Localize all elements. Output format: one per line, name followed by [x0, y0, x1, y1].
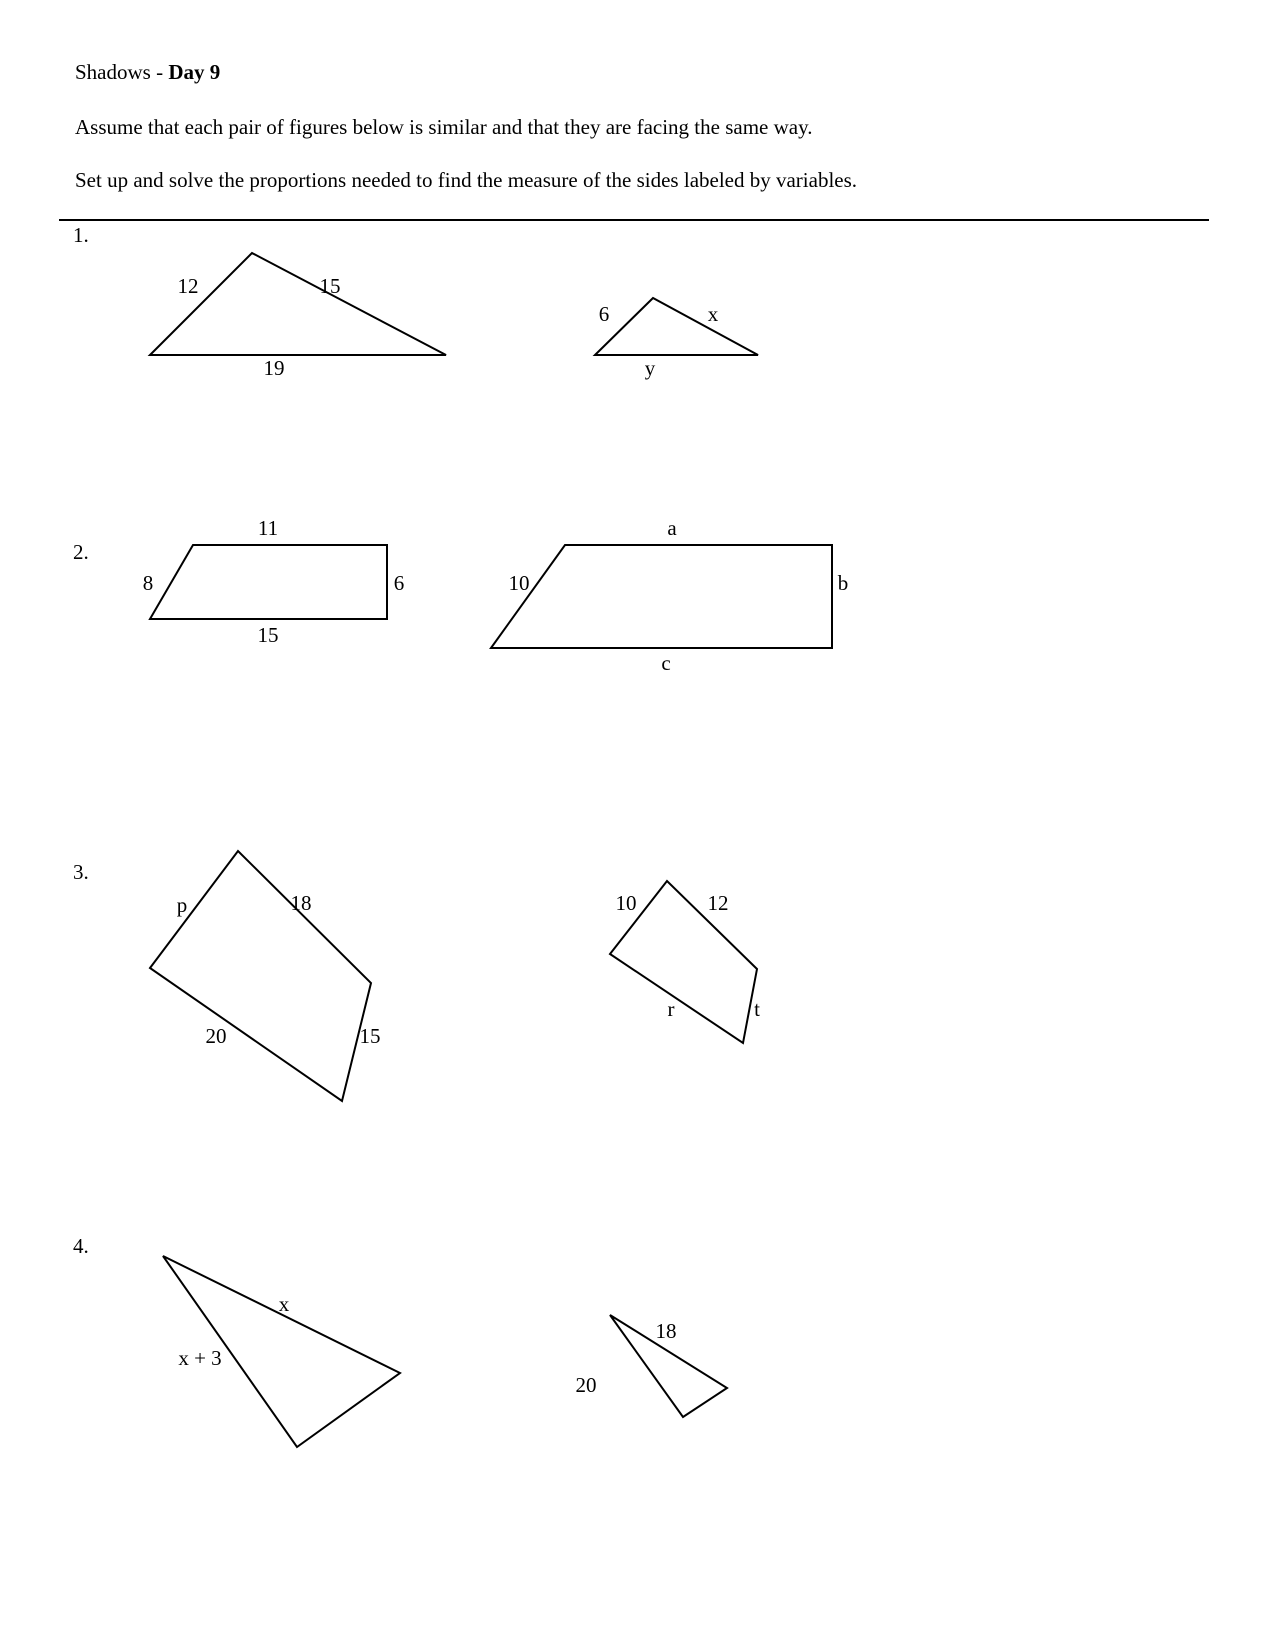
problem-3-large-lower-left-label: 20 — [205, 1024, 227, 1048]
problem-2-small-left-label: 8 — [142, 571, 154, 595]
problem-1-large-triangle — [150, 253, 446, 355]
title-day: Day 9 — [168, 60, 221, 84]
instruction-similar-figures: Assume that each pair of figures below is similar and that they are facing the same way. — [75, 115, 813, 139]
problem-2-small-right-label: 6 — [393, 571, 405, 595]
problem-2-large-left-label: 10 — [508, 571, 530, 595]
problem-3-large-quadrilateral — [150, 851, 371, 1101]
problem-2-large-trapezoid — [491, 545, 832, 648]
problem-3-figures — [150, 851, 760, 1101]
problem-1-figures — [150, 253, 758, 380]
problem-4-large-left-label: x + 3 — [178, 1346, 222, 1370]
problem-2-number: 2. — [73, 540, 89, 564]
problem-4-figures — [163, 1256, 727, 1447]
problem-3-large-upper-left-label: p — [176, 893, 188, 917]
problem-1-small-bottom-label: y — [644, 356, 656, 380]
problem-4-small-top-label: 18 — [655, 1319, 677, 1343]
problem-2-small-top-label: 11 — [257, 516, 279, 540]
problem-3-small-lower-right-label: t — [754, 997, 760, 1021]
problem-2-small-bottom-label: 15 — [257, 623, 279, 647]
problem-1-small-right-label: x — [707, 302, 719, 326]
problem-2-figures — [143, 516, 849, 675]
problem-3-number: 3. — [73, 860, 89, 884]
problem-1-large-left-label: 12 — [177, 274, 199, 298]
problem-4-small-left-label: 20 — [575, 1373, 597, 1397]
problem-3-large-upper-right-label: 18 — [290, 891, 312, 915]
problem-3-small-lower-left-label: r — [667, 997, 675, 1021]
problem-4-number: 4. — [73, 1234, 89, 1258]
problem-2-large-top-label: a — [667, 516, 677, 540]
problem-4-large-top-label: x — [278, 1292, 290, 1316]
problem-2-large-right-label: b — [837, 571, 849, 595]
problem-3-small-upper-left-label: 10 — [615, 891, 637, 915]
problem-1-small-left-label: 6 — [598, 302, 610, 326]
problem-3-small-upper-right-label: 12 — [707, 891, 729, 915]
problem-2-small-trapezoid — [150, 545, 387, 619]
problem-1-large-right-label: 15 — [319, 274, 341, 298]
problem-3-large-lower-right-label: 15 — [359, 1024, 381, 1048]
problem-1-number: 1. — [73, 223, 89, 247]
problem-1-large-bottom-label: 19 — [263, 356, 285, 380]
problem-2-large-bottom-label: c — [661, 651, 671, 675]
title-prefix: Shadows - — [75, 60, 169, 84]
problem-1-small-triangle — [595, 298, 758, 355]
instruction-set-up-proportions: Set up and solve the proportions needed to find the measure of the sides labeled by variables. — [75, 168, 858, 192]
